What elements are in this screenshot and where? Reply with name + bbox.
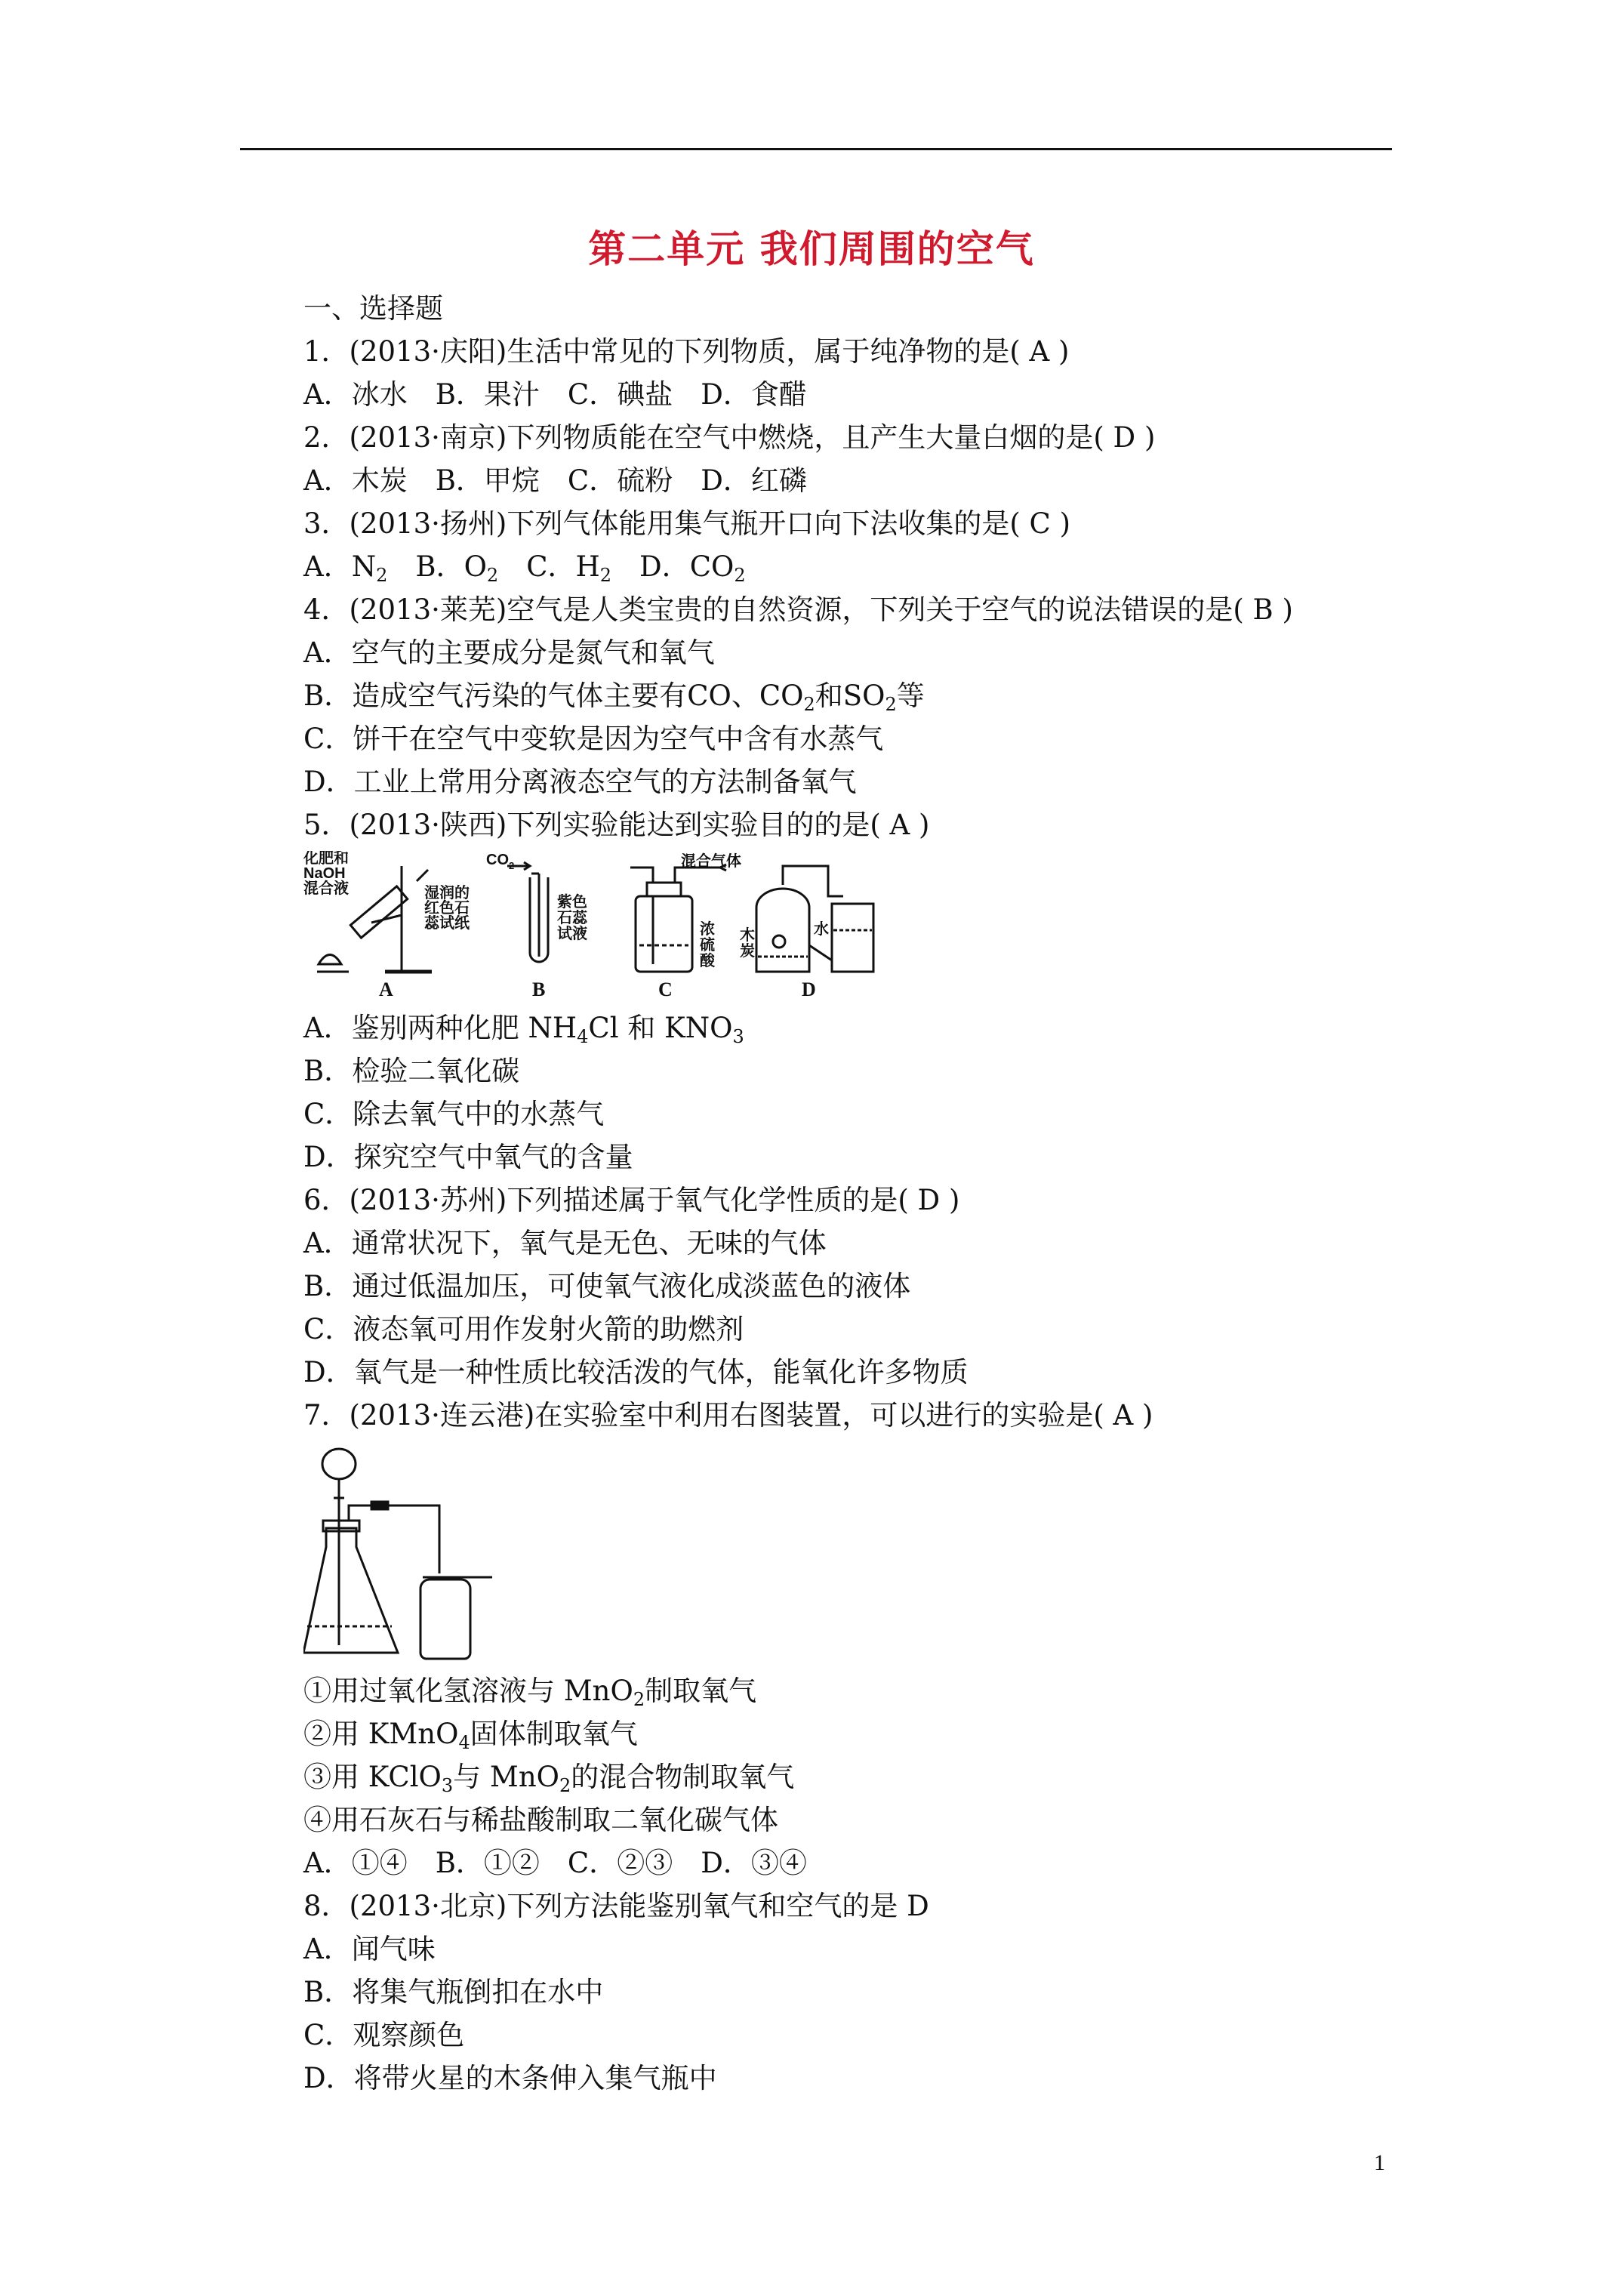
q5-figure-svg <box>303 851 877 1002</box>
q6-option-a: A．通常状况下，氧气是无色、无味的气体 <box>303 1227 827 1259</box>
fig-c-label-1: 浓 <box>700 921 715 938</box>
question-content <box>303 287 1406 2100</box>
fig-c-label-2: 硫 <box>700 937 715 954</box>
q5-option-d: D．探究空气中氧气的含量 <box>303 1141 633 1173</box>
q3-stem: 3．(2013·扬州)下列气体能用集气瓶开口向下法收集的是( C ) <box>303 507 1071 540</box>
subscript: 2 <box>376 565 388 586</box>
page-number: 1 <box>1374 2150 1385 2175</box>
q8-option-a: A．闻气味 <box>303 1933 436 1965</box>
q4-option-b: B．造成空气污染的气体主要有CO、$CO_2$和$SO_2$等 <box>303 680 925 715</box>
q4-option-a: A．空气的主要成分是氮气和氧气 <box>303 636 715 669</box>
fig-d-label-3: 水 <box>814 921 829 938</box>
q5-option-a: A．鉴别两种化肥 $NH_4Cl$ 和 $KNO_3$ <box>303 1012 744 1047</box>
q7-figure-svg <box>303 1441 530 1665</box>
fig-c-label-3: 酸 <box>700 953 715 969</box>
q6-option-b: B．通过低温加压，可使氧气液化成淡蓝色的液体 <box>303 1270 911 1302</box>
q7-item-2: ②用 KMnO$_4$固体制取氧气 <box>303 1718 638 1753</box>
q3-option-b: B．O <box>387 550 487 583</box>
q2-options: A．木炭 B．甲烷 C．硫粉 D．红磷 <box>303 464 807 497</box>
q6-option-c: C．液态氧可用作发射火箭的助燃剂 <box>303 1313 744 1345</box>
q5-apparatus-figure <box>303 851 1406 1002</box>
header-rule <box>240 148 1392 150</box>
q2-stem: 2．(2013·南京)下列物质能在空气中燃烧，且产生大量白烟的是( D ) <box>303 421 1156 454</box>
q7-item-1: ①用过氧化氢溶液与 MnO$_2$制取氧气 <box>303 1675 757 1710</box>
fig-a-label-2: NaOH <box>303 865 346 882</box>
q7-apparatus-figure <box>303 1441 1406 1665</box>
fig-caption-c: C <box>658 978 673 1000</box>
q3-option-c: C．H <box>498 550 600 583</box>
q5-option-c: C．除去氧气中的水蒸气 <box>303 1098 605 1130</box>
q8-option-c: C．观察颜色 <box>303 2019 465 2051</box>
q4-stem: 4．(2013·莱芜)空气是人类宝贵的自然资源，下列关于空气的说法错误的是( B ) <box>303 593 1293 626</box>
fig-caption-d: D <box>802 978 816 1000</box>
fig-b-label-2: 石蕊 <box>557 910 587 926</box>
subscript: 2 <box>486 565 499 586</box>
subscript: 2 <box>599 565 612 586</box>
fig-a-label-5: 红色石 <box>424 900 470 917</box>
fig-b-co2: CO <box>486 852 509 868</box>
q7-stem: 7．(2013·连云港)在实验室中利用右图装置，可以进行的实验是( A ) <box>303 1399 1153 1432</box>
q6-stem: 6．(2013·苏州)下列描述属于氧气化学性质的是( D ) <box>303 1184 960 1216</box>
q6-option-d: D．氧气是一种性质比较活泼的气体，能氧化许多物质 <box>303 1356 969 1388</box>
fig-b-co2-sub: 2 <box>509 860 515 871</box>
fig-caption-a: A <box>379 978 393 1000</box>
q3-options <box>303 545 1406 588</box>
q7-item-3: ③用 KClO$_3$与 MnO$_2$的混合物制取氧气 <box>303 1761 795 1796</box>
fig-c-top: 混合气体 <box>681 853 741 870</box>
q3-option-a: A．N <box>303 550 377 583</box>
fig-caption-b: B <box>532 978 546 1000</box>
section-heading: 一、选择题 <box>303 292 443 325</box>
fig-d-label-1: 木 <box>740 927 755 944</box>
fig-a-label-6: 蕊试纸 <box>424 915 470 932</box>
q4-option-d: D．工业上常用分离液态空气的方法制备氧气 <box>303 766 857 798</box>
fig-b-label-3: 试液 <box>557 926 587 942</box>
q7-options: A．①④ B．①② C．②③ D．③④ <box>303 1847 807 1879</box>
subscript: 2 <box>734 565 746 586</box>
q7-item-4: ④用石灰石与稀盐酸制取二氧化碳气体 <box>303 1804 778 1836</box>
fig-a-label-3: 混合液 <box>303 880 349 897</box>
fig-d-label-2: 炭 <box>740 943 755 960</box>
q3-option-d: D．CO <box>611 550 735 583</box>
fig-b-label-1: 紫色 <box>557 894 587 911</box>
page-title: 第二单元 我们周围的空气 <box>588 227 1035 271</box>
q8-option-b: B．将集气瓶倒扣在水中 <box>303 1976 604 2008</box>
q1-stem: 1．(2013·庆阳)生活中常见的下列物质，属于纯净物的是( A ) <box>303 335 1070 368</box>
q5-option-b: B．检验二氧化碳 <box>303 1055 520 1087</box>
fig-a-label-1: 化肥和 <box>303 851 349 867</box>
q8-option-d: D．将带火星的木条伸入集气瓶中 <box>303 2062 717 2094</box>
q8-stem: 8．(2013·北京)下列方法能鉴别氧气和空气的是 D <box>303 1890 929 1922</box>
q4-option-c: C．饼干在空气中变软是因为空气中含有水蒸气 <box>303 723 884 755</box>
q5-stem: 5．(2013·陕西)下列实验能达到实验目的的是( A ) <box>303 809 930 841</box>
q1-options: A．冰水 B．果汁 C．碘盐 D．食醋 <box>303 378 807 411</box>
fig-a-label-4: 湿润的 <box>424 885 470 901</box>
